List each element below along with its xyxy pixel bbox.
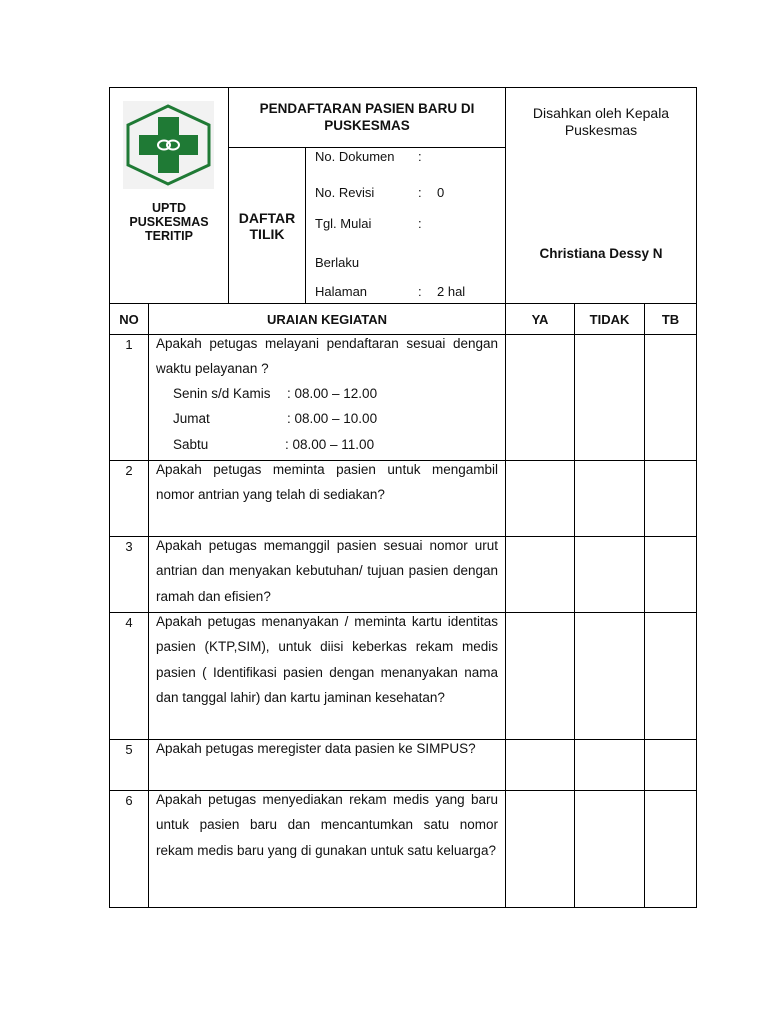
checkbox-cell-tidak[interactable]	[575, 537, 644, 612]
doc-type-line-1: DAFTAR	[238, 210, 296, 226]
row-text: Apakah petugas menanyakan / meminta kartu identitas pasien (KTP,SIM), untuk diisi keberkas rekam medis pasien ( Identifikasi pasien dengan menanyakan nama dan tanggal lahir) dan kartu jaminan kesehatan?	[156, 614, 498, 705]
meta-value-no-revisi: 0	[437, 185, 445, 200]
row-number: 6	[125, 793, 133, 808]
column-header-no: NO	[119, 312, 139, 327]
checkbox-cell-ya[interactable]	[506, 335, 574, 460]
schedule-time: : 08.00 – 11.00	[285, 437, 375, 452]
meta-label-halaman: Halaman	[315, 284, 368, 299]
meta-sep-tgl-mulai: :	[418, 216, 422, 231]
checkbox-cell-tb[interactable]	[645, 740, 696, 790]
org-name-line-1: UPTD	[151, 201, 187, 215]
checkbox-cell-tidak[interactable]	[575, 613, 644, 739]
row-number: 3	[125, 539, 133, 554]
row-text: Apakah petugas meregister data pasien ke SIMPUS?	[156, 741, 476, 756]
puskesmas-cross-logo	[123, 101, 214, 189]
checkbox-cell-ya[interactable]	[506, 791, 574, 907]
schedule-day: Senin s/d Kamis	[173, 386, 271, 401]
org-name-line-2: PUSKESMAS	[129, 215, 209, 229]
row-text: Apakah petugas memanggil pasien sesuai nomor urut antrian dan menyakan kebutuhan/ tujuan pasien dengan ramah dan efisien?	[156, 538, 498, 604]
column-header-tb: TB	[661, 312, 680, 327]
meta-label-no-revisi: No. Revisi	[315, 185, 375, 200]
checkbox-cell-tidak[interactable]	[575, 791, 644, 907]
approval-line-2: Puskesmas	[564, 122, 638, 138]
checkbox-cell-tb[interactable]	[645, 791, 696, 907]
row-text: Apakah petugas menyediakan rekam medis yang baru untuk pasien baru dan mencantumkan satu nomor rekam medis baru yang di gunakan untuk satu keluarga?	[156, 792, 498, 858]
column-header-ya: YA	[531, 312, 549, 327]
checkbox-cell-ya[interactable]	[506, 740, 574, 790]
doc-type-line-2: TILIK	[249, 226, 285, 242]
meta-sep-no-dokumen: :	[418, 149, 422, 164]
checkbox-cell-tb[interactable]	[645, 335, 696, 460]
approval-line-1: Disahkan oleh Kepala	[532, 105, 670, 121]
schedule-time: : 08.00 – 12.00	[287, 386, 378, 401]
row-number: 4	[125, 615, 133, 630]
checkbox-cell-ya[interactable]	[506, 537, 574, 612]
row-number: 2	[125, 463, 133, 478]
checkbox-cell-tb[interactable]	[645, 537, 696, 612]
meta-label-berlaku: Berlaku	[315, 255, 360, 270]
checkbox-cell-ya[interactable]	[506, 461, 574, 536]
meta-sep-no-revisi: :	[418, 185, 422, 200]
approver-name: Christiana Dessy N	[539, 246, 663, 261]
schedule-day: Sabtu	[173, 437, 209, 452]
meta-value-halaman: 2 hal	[437, 284, 466, 299]
schedule-day: Jumat	[173, 411, 210, 426]
checkbox-cell-tb[interactable]	[645, 613, 696, 739]
column-header-tidak: TIDAK	[589, 312, 630, 327]
schedule-time: : 08.00 – 10.00	[287, 411, 378, 426]
column-header-uraian: URAIAN KEGIATAN	[266, 312, 388, 327]
meta-label-tgl-mulai: Tgl. Mulai	[315, 216, 372, 231]
row-text: Apakah petugas melayani pendaftaran sesuai dengan waktu pelayanan ?	[156, 336, 498, 377]
meta-label-no-dokumen: No. Dokumen	[315, 149, 395, 164]
meta-sep-halaman: :	[418, 284, 422, 299]
checkbox-cell-tidak[interactable]	[575, 740, 644, 790]
row-number: 5	[125, 742, 133, 757]
document-title-line-2: PUSKESMAS	[324, 118, 410, 133]
org-name-line-3: TERITIP	[145, 229, 193, 243]
checkbox-cell-tidak[interactable]	[575, 335, 644, 460]
checkbox-cell-tidak[interactable]	[575, 461, 644, 536]
row-text: Apakah petugas meminta pasien untuk mengambil nomor antrian yang telah di sediakan?	[156, 462, 498, 503]
row-number: 1	[125, 337, 133, 352]
document-title-line-1: PENDAFTARAN PASIEN BARU DI	[259, 101, 475, 116]
checkbox-cell-tb[interactable]	[645, 461, 696, 536]
checkbox-cell-ya[interactable]	[506, 613, 574, 739]
